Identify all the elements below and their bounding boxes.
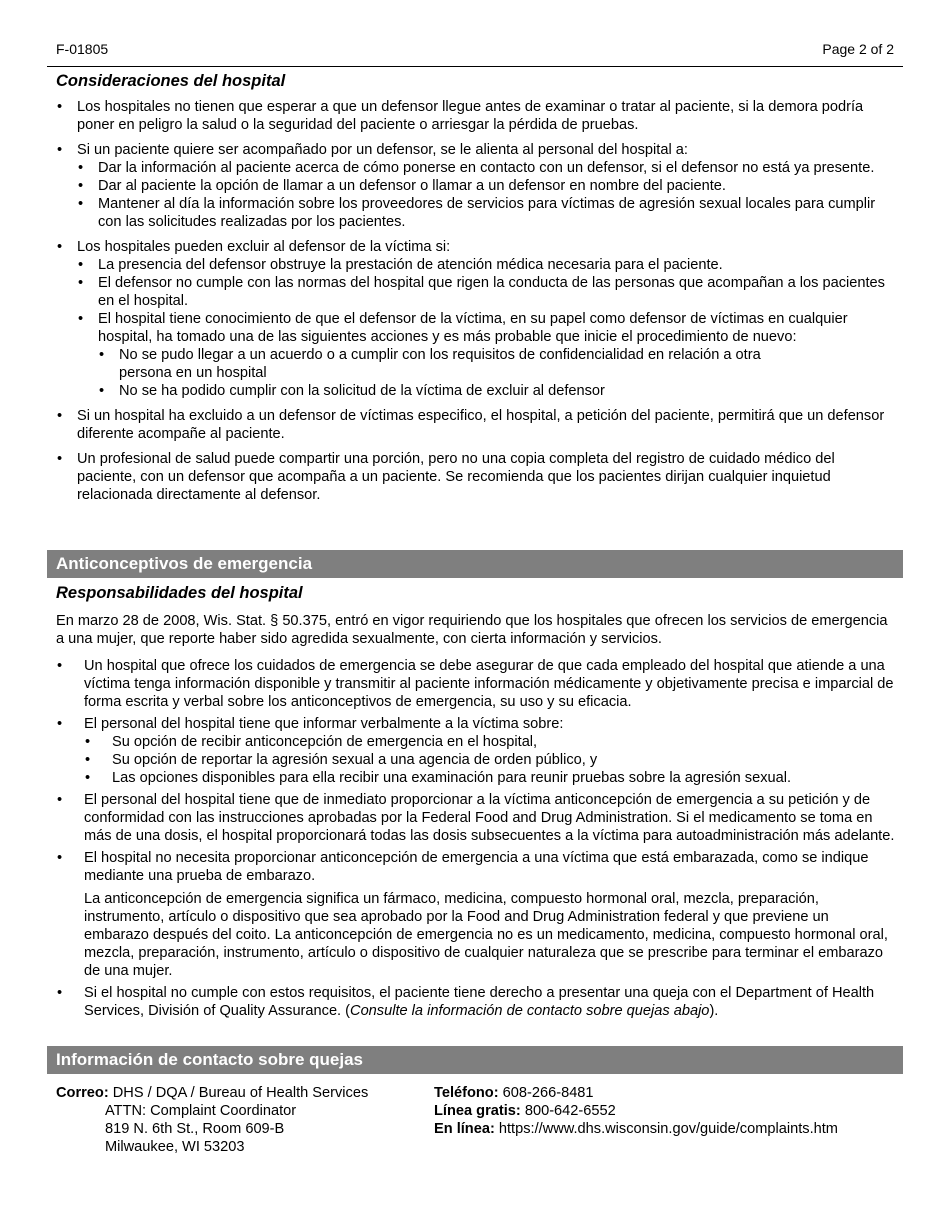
list-item-text: Si el hospital no cumple con estos requisitos, el paciente tiene derecho a presentar una queja con el Department of Health Services, División of Quality Assurance. ( — [84, 985, 875, 1019]
nested-list — [84, 733, 896, 787]
hospital-considerations-subtitle: Consideraciones del hospital — [56, 72, 286, 90]
list-item-text: Los hospitales pueden excluir al defensor de la víctima si: — [77, 239, 451, 255]
list-item — [56, 791, 896, 845]
list-item — [56, 657, 896, 711]
list-item — [77, 195, 896, 231]
complaints-url[interactable]: https://www.dhs.wisconsin.gov/guide/complaints.htm — [498, 1121, 838, 1137]
nested-list — [77, 256, 896, 400]
list-item-text: La presencia del defensor obstruye la prestación de atención médica necesaria para el paciente. — [98, 257, 723, 273]
hospital-responsibilities-subtitle: Responsabilidades del hospital — [56, 584, 303, 602]
phone-label: Teléfono: — [434, 1085, 499, 1101]
tollfree-label: Línea gratis: — [434, 1103, 521, 1119]
list-item — [77, 159, 896, 177]
hospital-considerations-list — [56, 98, 896, 504]
phone-number: 608-266-8481 — [502, 1085, 594, 1101]
list-item-text: Dar al paciente la opción de llamar a un defensor o llamar a un defensor en nombre del paciente. — [98, 178, 726, 194]
list-item-text: No se pudo llegar a un acuerdo o a cumplir con los requisitos de confidencialidad en relación a otra persona en un hospital — [119, 347, 761, 381]
list-item-text: No se ha podido cumplir con la solicitud de la víctima de excluir al defensor — [119, 383, 605, 399]
list-item — [77, 274, 896, 310]
form-id: F-01805 — [56, 41, 109, 57]
nested-list — [98, 346, 806, 400]
list-item — [98, 346, 806, 382]
page-number: Page 2 of 2 — [822, 41, 894, 57]
list-item — [84, 769, 896, 787]
list-item — [56, 407, 896, 443]
list-item — [56, 98, 896, 134]
list-item-text: Mantener al día la información sobre los proveedores de servicios para víctimas de agresión sexual locales para cumplir con las solicitudes realizadas por los pacientes. — [98, 196, 876, 230]
mail-line: DHS / DQA / Bureau of Health Services — [112, 1085, 369, 1101]
list-item — [84, 733, 896, 751]
list-item-text: Si un paciente quiere ser acompañado por un defensor, se le alienta al personal del hospital a: — [77, 142, 688, 158]
mail-line: 819 N. 6th St., Room 609-B — [105, 1121, 285, 1137]
phone-online-contact — [434, 1084, 904, 1138]
emergency-contraceptives-banner — [47, 550, 903, 578]
list-item — [56, 715, 896, 787]
mail-label: Correo: — [56, 1085, 109, 1101]
online-label: En línea: — [434, 1121, 495, 1137]
header-rule — [47, 66, 903, 67]
list-item-text: Los hospitales no tienen que esperar a que un defensor llegue antes de examinar o tratar al paciente, si la demora podría poner en peligro la salud o la seguridad del paciente o arriesgar la pérdida de pruebas. — [77, 99, 864, 133]
mail-line: ATTN: Complaint Coordinator — [105, 1103, 297, 1119]
complaint-contact-banner — [47, 1046, 903, 1074]
list-item-text: El hospital tiene conocimiento de que el defensor de la víctima, en su papel como defensor de víctimas en cualquier hospital, ha tomado una de las siguientes acciones y es más probable que inicie el procedimiento de nuevo: — [98, 311, 848, 345]
list-item-text: El personal del hospital tiene que informar verbalmente a la víctima sobre: — [84, 716, 564, 732]
responsibilities-list-wrap — [56, 657, 896, 1020]
responsibilities-list — [56, 657, 896, 1020]
emergency-contraception-definition: La anticoncepción de emergencia significa un fármaco, medicina, compuesto hormonal oral, mezcla, preparación, instrumento, artículo o dispositivo que sea aprobado por la Food and Drug Administration federal y que previene un embarazo después del coito. La anticoncepción de emergencia no es un medicamento, medicina, compuesto hormonal oral, mezcla, preparación, instrumento, artículo o dispositivo de cualquier naturaleza que se prescribe para terminar el embarazo de una mujer. — [84, 891, 888, 979]
intro-paragraph: En marzo 28 de 2008, Wis. Stat. § 50.375, entró en vigor requiriendo que los hospitales que ofrecen los servicios de emergencia a una mujer, que reporte haber sido agredida sexualmente, con cierta información y servicios. — [56, 613, 888, 647]
list-item — [77, 256, 896, 274]
tollfree-number: 800-642-6552 — [524, 1103, 616, 1119]
list-item — [56, 984, 896, 1020]
list-item — [84, 751, 896, 769]
hospital-considerations-list-wrap — [56, 98, 896, 504]
list-item-text: El personal del hospital tiene que de inmediato proporcionar a la víctima anticoncepción de emergencia a su petición y de conformidad con las instrucciones aprobadas por la Federal Food and Drug Administration. Si el medicamento se toma en más de una dosis, el hospital proporcionará todas las dosis subsecuentes a la víctima para autoadministración más adelante. — [84, 792, 895, 844]
list-item-text: Si un hospital ha excluido a un defensor de víctimas especifico, el hospital, a petición del paciente, permitirá que un defensor diferente acompañe al paciente. — [77, 408, 885, 442]
section-title: Anticonceptivos de emergencia — [56, 554, 313, 573]
list-item — [98, 382, 806, 400]
list-item-text: Su opción de reportar la agresión sexual a una agencia de orden público, y — [112, 752, 598, 768]
list-item — [77, 310, 896, 400]
list-item-text: El defensor no cumple con las normas del hospital que rigen la conducta de las personas que acompañan a los pacientes en el hospital. — [98, 275, 885, 309]
list-item-text: Las opciones disponibles para ella recibir una examinación para reunir pruebas sobre la agresión sexual. — [112, 770, 792, 786]
list-item-text: Su opción de recibir anticoncepción de emergencia en el hospital, — [112, 734, 538, 750]
mail-line: Milwaukee, WI 53203 — [105, 1139, 245, 1155]
list-item-text: ). — [709, 1003, 719, 1019]
list-item — [56, 238, 896, 400]
list-item — [56, 849, 896, 980]
list-item — [77, 177, 896, 195]
nested-list — [77, 159, 896, 231]
contact-reference: Consulte la información de contacto sobre quejas abajo — [350, 1003, 710, 1019]
list-item-text: Un profesional de salud puede compartir una porción, pero no una copia completa del registro de cuidado médico del paciente, con un defensor que acompaña a un paciente. Se recomienda que los pacientes dirijan cualquier inquietud relacionada directamente al defensor. — [77, 451, 835, 503]
list-item — [56, 450, 896, 504]
page-header — [56, 40, 894, 58]
list-item-text: Dar la información al paciente acerca de cómo ponerse en contacto con un defensor, si el defensor no está ya presente. — [98, 160, 875, 176]
list-item-text: Un hospital que ofrece los cuidados de emergencia se debe asegurar de que cada empleado del hospital que atiende a una víctima tenga información disponible y transmitir al paciente información médicamente y objetivamente precisa e imparcial de forma escrita y verbal sobre los anticonceptivos de emergencia, su uso y su eficacia. — [84, 658, 894, 710]
mail-contact — [56, 1084, 426, 1156]
section-title: Información de contacto sobre quejas — [56, 1050, 364, 1069]
list-item-text: El hospital no necesita proporcionar anticoncepción de emergencia a una víctima que está embarazada, como se indique mediante una prueba de embarazo. — [84, 850, 869, 884]
list-item — [56, 141, 896, 231]
